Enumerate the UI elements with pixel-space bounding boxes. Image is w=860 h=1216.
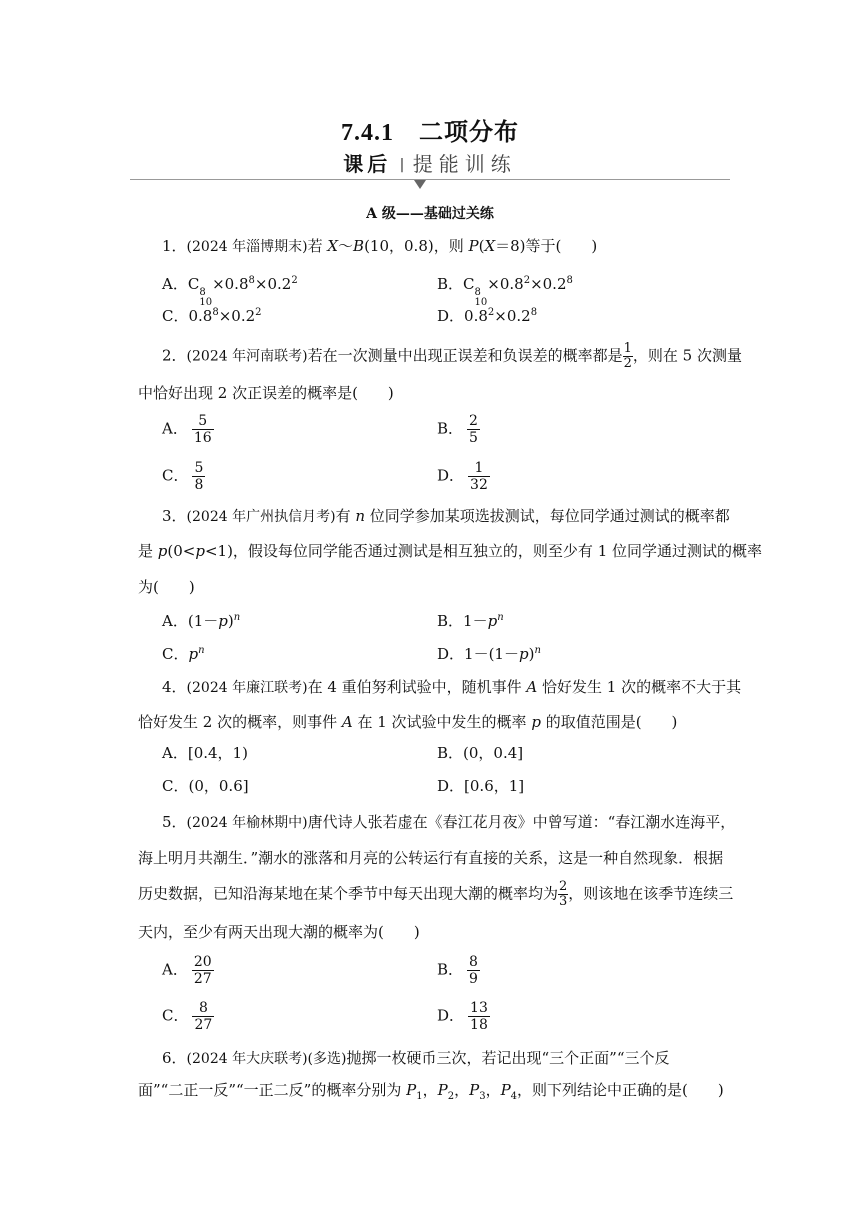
question-4-line-2: 恰好发生 2 次的概率，则事件 A 在 1 次试验中发生的概率 p 的取值范围是( ) — [138, 713, 678, 731]
page-title: 7.4.1 二项分布 — [341, 120, 519, 146]
q2-option-a[interactable]: A． $\frac{5}{16}$ — [162, 413, 212, 446]
question-5-line-2: 海上明月共潮生．”潮水的涨落和月亮的公转运行有直接的关系，这是一种自然现象．根据 — [138, 849, 724, 867]
header-divider — [130, 179, 730, 180]
question-1: 1．(2024 年淄博期末)若 X～B(10，0.8)，则 P(X＝8)等于( ) — [162, 237, 598, 255]
question-3: 3．(2024 年广州执信月考)有 n 位同学参加某项选拔测试，每位同学通过测试的概率都 — [162, 507, 730, 525]
banner-separator: | — [399, 157, 405, 173]
q4-option-a[interactable]: A．[0.4，1) — [162, 744, 248, 762]
q2-option-c[interactable]: C． $\frac{5}{8}$ — [162, 460, 204, 493]
triangle-marker-icon — [414, 180, 426, 189]
question-2-line-2: 中恰好出现 2 次正误差的概率是( ) — [138, 384, 394, 402]
question-3-line-3: 为( ) — [138, 578, 195, 596]
q3-option-c[interactable]: C．$p^n$ — [162, 645, 205, 663]
q2-option-d[interactable]: D． $\frac{1}{32}$ — [437, 460, 488, 493]
q5-option-a[interactable]: A． $\frac{20}{27}$ — [162, 954, 212, 987]
question-6-line-2: 面”“二正一反”“一正二反”的概率分别为 $P_1$，$P_2$，$P_3$，$P_4$，则下列结论中正确的是( ) — [138, 1081, 724, 1102]
question-5-line-4: 天内，至少有两天出现大潮的概率为( ) — [138, 923, 420, 941]
question-4: 4．(2024 年廉江联考)在 4 重伯努利试验中，随机事件 A 恰好发生 1 次的概率不大于其 — [162, 678, 742, 696]
question-3-line-2: 是 p(0<p<1)，假设每位同学能否通过测试是相互独立的，则至少有 1 位同学通过测试的概率 — [138, 542, 763, 560]
q4-option-d[interactable]: D．[0.6，1] — [437, 777, 525, 795]
section-heading: A 级——基础过关练 — [366, 206, 494, 222]
q4-option-c[interactable]: C．(0，0.6] — [162, 777, 249, 795]
q4-option-b[interactable]: B．(0，0.4] — [437, 744, 524, 762]
q5-option-b[interactable]: B． $\frac{8}{9}$ — [437, 954, 478, 987]
q1-option-c[interactable]: C．$0.8^8\times 0.2^2$ — [162, 307, 262, 325]
section-banner — [0, 148, 860, 177]
banner-label-b: 提能训练 — [412, 152, 517, 176]
question-6: 6．(2024 年大庆联考)(多选)抛掷一枚硬币三次，若记出现“三个正面”“三个反 — [162, 1049, 670, 1067]
question-5: 5．(2024 年榆林期中)唐代诗人张若虚在《春江花月夜》中曾写道：“春江潮水连海平， — [162, 813, 736, 831]
question-2: 2．(2024 年河南联考)若在一次测量中出现正误差和负误差的概率都是 $\frac{1}{2}$ ，则在 5 次测量 — [162, 341, 742, 371]
q1-option-a[interactable]: A．C 8 10 $\times 0.8^8\times 0.2^2$ — [162, 275, 298, 308]
q3-option-a[interactable]: A．$(1-p)^n$ — [162, 612, 241, 630]
q1-option-d[interactable]: D．$0.8^2\times 0.2^8$ — [437, 307, 538, 325]
q5-option-c[interactable]: C． $\frac{8}{27}$ — [162, 1000, 213, 1033]
banner-label-a: 课后 — [343, 152, 392, 176]
q1-option-b[interactable]: B．C 8 10 $\times 0.8^2\times 0.2^8$ — [437, 275, 573, 308]
q5-option-d[interactable]: D． $\frac{13}{18}$ — [437, 1000, 488, 1033]
q3-option-d[interactable]: D．$1-(1-p)^n$ — [437, 645, 541, 663]
q3-option-b[interactable]: B．$1-p^n$ — [437, 612, 504, 630]
q2-option-b[interactable]: B． $\frac{2}{5}$ — [437, 413, 478, 446]
question-5-line-3: 历史数据，已知沿海某地在某个季节中每天出现大潮的概率均为 $\frac{2}{3}$ ，则该地在该季节连续三 — [138, 879, 734, 909]
